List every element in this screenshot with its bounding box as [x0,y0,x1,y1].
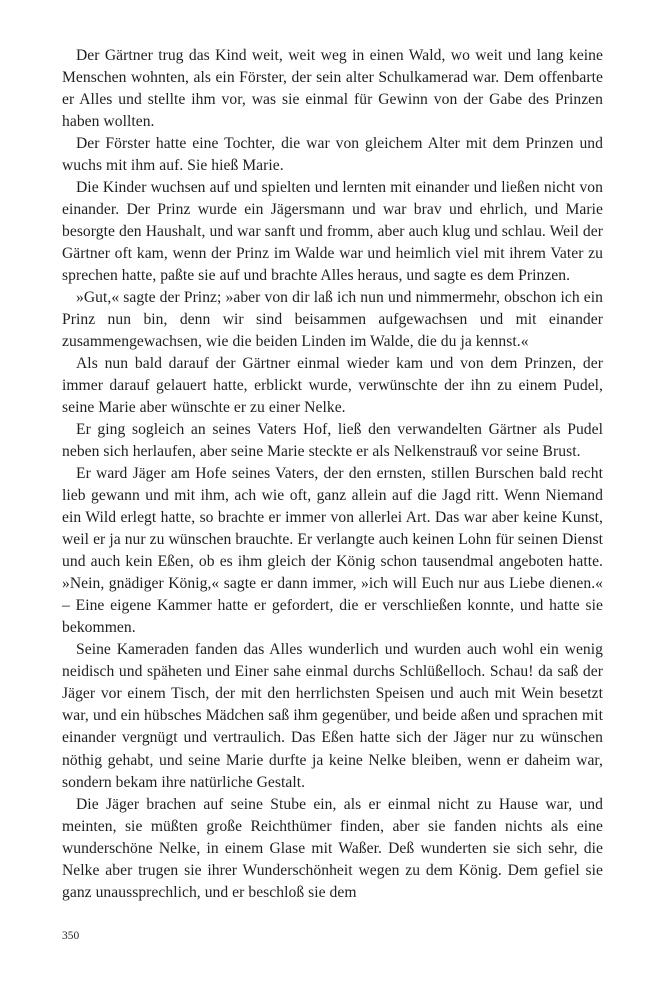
paragraph: Der Gärtner trug das Kind weit, weit weg in einen Wald, wo weit und lang keine Menschen wohnten, als ein Förster, der sein alter Schulkamerad war. Dem offenbarte er Alles und stellte ihm vor, was sie einmal für Gewinn von der Gabe des Prinzen haben wollten. [62,47,603,131]
paragraph: Der Förster hatte eine Tochter, die war von gleichem Alter mit dem Prinzen und wuchs mit ihm auf. Sie hieß Marie. [62,135,603,175]
paragraph: »Gut,« sagte der Prinz; »aber von dir laß ich nun und nimmermehr, obschon ich ein Prinz nun bin, denn wir sind beisammen aufgewachsen und mit einander zusammengewachsen, wie die beiden Linden im Walde, die du ja kennst.« [62,289,603,351]
paragraph: Die Kinder wuchsen auf und spielten und lernten mit einander und ließen nicht von einander. Der Prinz wurde ein Jägersmann und war brav und ehrlich, und Marie besorgte den Haushalt, und war sanft und fromm, aber auch klug und schlau. Weil der Gärtner oft kam, wenn der Prinz im Walde war und heimlich viel mit ihrem Vater zu sprechen hatte, paßte sie auf und brachte Alles heraus, und sagte es dem Prinzen. [62,179,603,285]
paragraph: Die Jäger brachen auf seine Stube ein, als er einmal nicht zu Hause war, und meinten, sie müßten große Reichthümer finden, aber sie fanden nichts als eine wunderschöne Nelke, in einem Glase mit Waßer. Deß wunderten sie sich sehr, die Nelke aber trugen sie ihrer Wunderschönheit wegen zu dem König. Dem gefiel sie ganz unaussprechlich, und er beschloß sie dem [62,795,603,901]
paragraph: Als nun bald darauf der Gärtner einmal wieder kam und von dem Prinzen, der immer darauf gelauert hatte, erblickt wurde, verwünschte der ihn zu einem Pudel, seine Marie aber wünschte er zu einer Nelke. [62,355,603,417]
page-body [62,45,603,904]
paragraph: Er ging sogleich an seines Vaters Hof, ließ den verwandelten Gärtner als Pudel neben sich herlaufen, aber seine Marie steckte er als Nelkenstrauß vor seine Brust. [62,421,603,461]
paragraph: Seine Kameraden fanden das Alles wunderlich und wurden auch wohl ein wenig neidisch und späheten und Einer sahe einmal durchs Schlüßelloch. Schau! da saß der Jäger vor einem Tisch, der mit den herrlichsten Speisen und auch mit Wein besetzt war, und ein hübsches Mädchen saß ihm gegenüber, und beide aßen und sprachen mit einander vergnügt und vertraulich. Das Eßen hatte sich der Jäger nur zu wünschen nöthig gehabt, und seine Marie durfte ja keine Nelke bleiben, wenn er daheim war, sondern bekam ihre natürliche Gestalt. [62,641,603,791]
page-number: 350 [62,930,80,942]
paragraph: Er ward Jäger am Hofe seines Vaters, der den ernsten, stillen Burschen bald recht lieb gewann und mit ihm, ach wie oft, ganz allein auf die Jagd ritt. Wenn Niemand ein Wild erlegt hatte, so brachte er immer von allerlei Art. Das war aber keine Kunst, weil er ja nur zu wünschen brauchte. Er verlangte auch keinen Lohn für seinen Dienst und auch kein Eßen, ob es ihm gleich der König schon tausendmal angeboten hatte. »Nein, gnädiger König,« sagte er dann immer, »ich will Euch nur aus Liebe dienen.« – Eine eigene Kammer hatte er gefordert, die er verschließen konnte, und hatte sie bekommen. [62,465,603,637]
